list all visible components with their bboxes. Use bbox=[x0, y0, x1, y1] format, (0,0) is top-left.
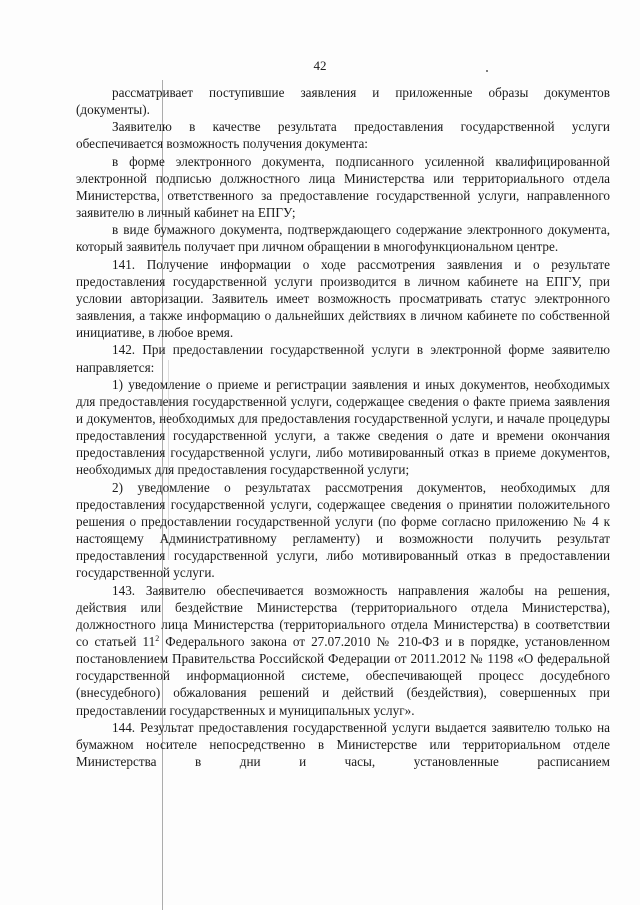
scan-artifact-dot bbox=[486, 70, 488, 72]
paragraph-clause-142: 142. При предоставлении государственной услуги в электронной форме заявителю направляется: bbox=[76, 342, 610, 375]
paragraph-clause-141: 141. Получение информации о ходе рассмотрения заявления и о результате предоставления государственной услуги производится в личном кабинете на ЕПГУ, при условии авторизации. Заявитель имеет возможность просматривать статус электронного заявления, а также информацию о дальнейших действиях в личном кабинете по собственной инициативе, в любое время. bbox=[76, 256, 610, 341]
paragraph-clause-142-item-1: 1) уведомление о приеме и регистрации заявления и иных документов, необходимых для предоставления государственной услуги, содержащее сведения о факте приема заявления и документов, необходимых для предоставления государственной услуги, и начале процедуры предоставления государственной услуги, а также сведения о дате и времени окончания предоставления государственной услуги, либо мотивированный отказ в приеме документов, необходимых для предоставления государственной услуги; bbox=[76, 376, 610, 478]
paragraph-clause-142-item-2: 2) уведомление о результатах рассмотрения документов, необходимых для предоставления государственной услуги, содержащее сведения о принятии положительного решения о предоставлении государственной услуги (по форме согласно приложению № 4 к настоящему Административному регламенту) и возможности получить результат предоставления государственной услуги, либо мотивированный отказ в предоставлении государственной услуги. bbox=[76, 479, 610, 581]
paragraph-electronic-document: в форме электронного документа, подписанного усиленной квалифицированной электронной подписью должностного лица Министерства или территориального отдела Министерства, ответственного за предоставление государственной услуги, направленного заявителю в личный кабинет на ЕПГУ; bbox=[76, 153, 610, 221]
paragraph-continuation: рассматривает поступившие заявления и приложенные образы документов (документы). bbox=[76, 85, 610, 118]
paragraph-result-options: Заявителю в качестве результата предоставления государственной услуги обеспечивается возможность получения документа: bbox=[76, 119, 610, 152]
clause-143-text-start: 143. Заявителю обеспечивается возможность направления жалобы на решения, действия или бездействие Министерства (территориального отдела Министерства), должностного лица Министерства (территориального отдела Министерства) в соответствии со статьей 11 bbox=[76, 582, 610, 649]
page-number: 42 bbox=[313, 58, 327, 73]
paragraph-clause-143 bbox=[76, 582, 610, 719]
clause-143-text-end: Федерального закона от 27.07.2010 № 210-ФЗ и в порядке, установленном постановлением Правительства Российской Федерации от 2011.2012 № 1198 «О федеральной государственной информационной системе, обеспечивающей процесс досудебного (внесудебного) обжалования решений и действий (бездействия), совершенных при предоставлении государственных и муниципальных услуг». bbox=[76, 634, 610, 718]
paragraph-clause-144: 144. Результат предоставления государственной услуги выдается заявителю только на бумажном носителе непосредственно в Министерстве или территориальном отделе Министерства в дни и часы, установленные расписанием bbox=[76, 719, 610, 770]
article-superscript: 2 bbox=[155, 634, 160, 643]
document-body bbox=[76, 84, 610, 770]
paragraph-paper-document: в виде бумажного документа, подтверждающего содержание электронного документа, который заявитель получает при личном обращении в многофункциональном центре. bbox=[76, 222, 610, 255]
